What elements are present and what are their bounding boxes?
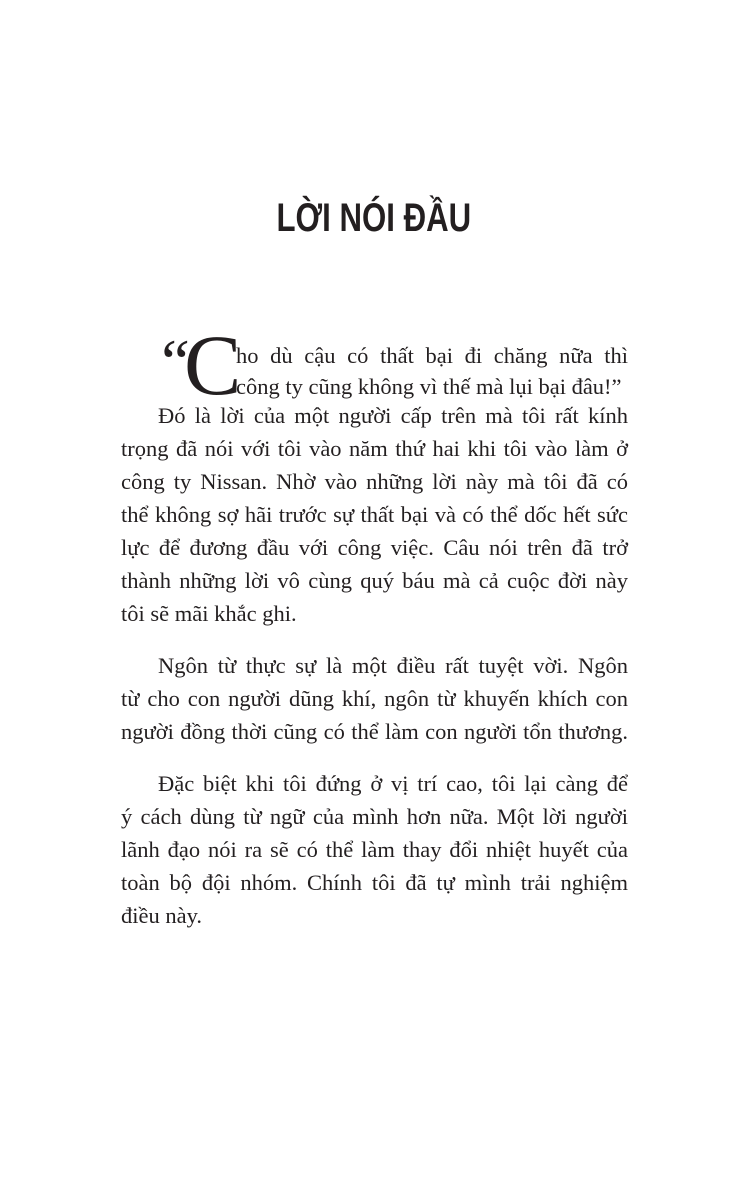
paragraph-line: toàn bộ đội nhóm. Chính tôi đã tự mình trải nghiệm bbox=[121, 870, 628, 895]
open-quote-mark: “ bbox=[155, 326, 191, 397]
paragraph-line: từ cho con người dũng khí, ngôn từ khuyến khích con bbox=[121, 686, 628, 711]
paragraph-line: thể không sợ hãi trước sự thất bại và có thể dốc hết sức bbox=[121, 502, 628, 527]
paragraph-line: thành những lời vô cùng quý báu mà cả cuộc đời này bbox=[121, 568, 628, 593]
paragraph-line: Đặc biệt khi tôi đứng ở vị trí cao, tôi lại càng để bbox=[158, 771, 628, 796]
drop-cap: C bbox=[184, 317, 242, 413]
paragraph-line: công ty Nissan. Nhờ vào những lời này mà tôi đã có bbox=[121, 469, 628, 494]
paragraph-line: lực để đương đầu với công việc. Câu nói trên đã trở bbox=[121, 535, 628, 560]
paragraph-line: người đồng thời cũng có thể làm con người tổn thương. bbox=[121, 719, 628, 744]
page-title bbox=[0, 196, 748, 241]
paragraph-line: tôi sẽ mãi khắc ghi. bbox=[121, 601, 297, 626]
quote-line: công ty cũng không vì thế mà lụi bại đâu!” bbox=[236, 374, 622, 399]
quote-line: ho dù cậu có thất bại đi chăng nữa thì bbox=[236, 343, 628, 368]
paragraph-line: ý cách dùng từ ngữ của mình hơn nữa. Một lời người bbox=[121, 804, 628, 829]
paragraph-line: trọng đã nói với tôi vào năm thứ hai khi tôi vào làm ở bbox=[121, 436, 628, 461]
paragraph-line: lãnh đạo nói ra sẽ có thể làm thay đổi nhiệt huyết của bbox=[121, 837, 628, 862]
paragraph-line: Ngôn từ thực sự là một điều rất tuyệt vời. Ngôn bbox=[158, 653, 628, 678]
paragraph-line: Đó là lời của một người cấp trên mà tôi rất kính bbox=[158, 403, 628, 428]
title-text: LỜI NÓI ĐẦU bbox=[276, 196, 472, 240]
paragraph-line: điều này. bbox=[121, 903, 203, 928]
